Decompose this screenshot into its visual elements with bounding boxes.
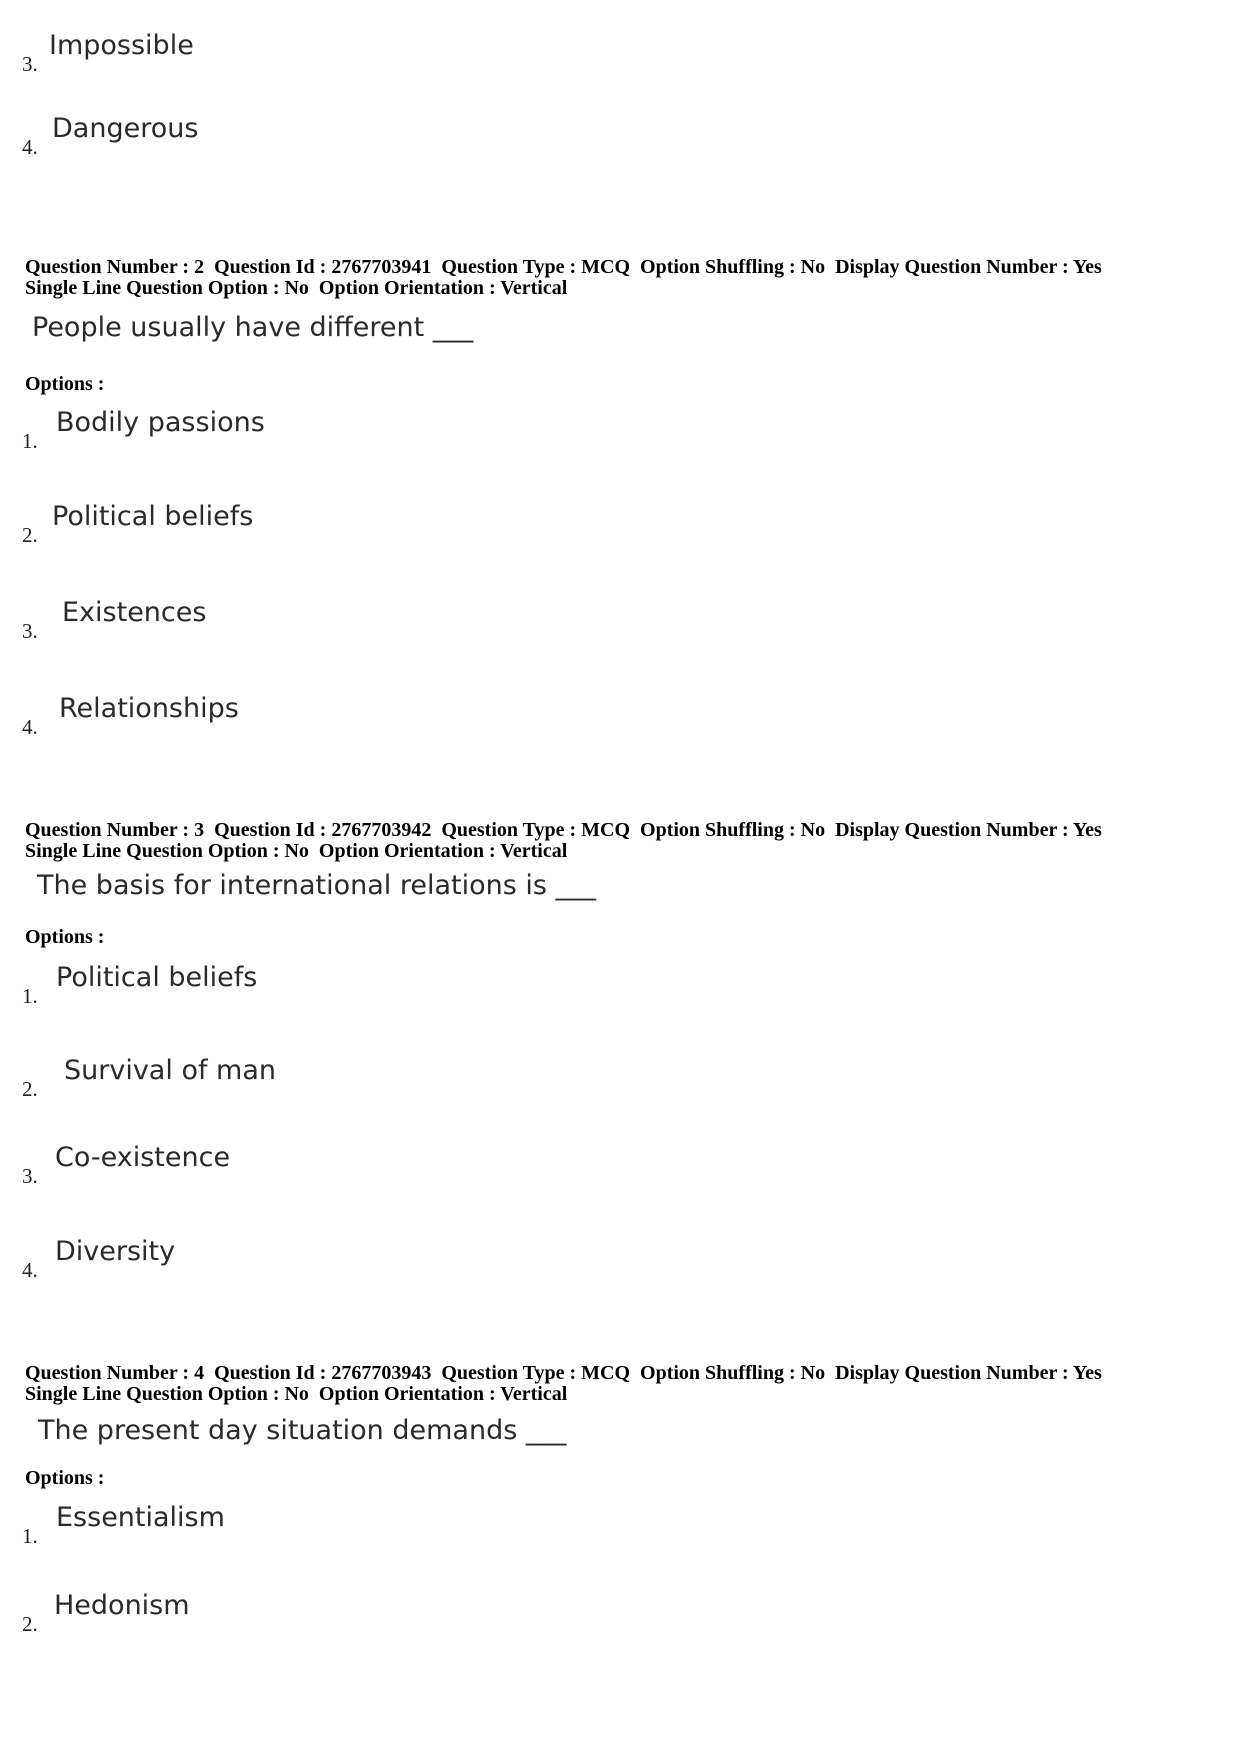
option-text: Political beliefs <box>56 962 258 993</box>
question-3-meta-line2: Single Line Question Option : No Option Orientation : Vertical <box>25 840 568 862</box>
question-2-meta-line2: Single Line Question Option : No Option Orientation : Vertical <box>25 277 568 299</box>
question-2-text: People usually have different ___ <box>32 312 474 343</box>
question-4-options-label: Options : <box>25 1467 105 1489</box>
option-text: Relationships <box>59 693 239 724</box>
option-number: 2. <box>22 1077 38 1101</box>
option-number: 1. <box>22 1524 38 1548</box>
option-text: Diversity <box>55 1236 176 1267</box>
option-text: Impossible <box>49 30 194 61</box>
question-3-text: The basis for international relations is ___ <box>37 870 597 901</box>
option-number: 2. <box>22 523 38 547</box>
option-number: 3. <box>22 1164 38 1188</box>
option-text: Survival of man <box>64 1055 277 1086</box>
option-number: 4. <box>22 135 38 159</box>
question-3-meta-line1: Question Number : 3 Question Id : 2767703942 Question Type : MCQ Option Shuffling : No Display Question Number : Yes <box>25 819 1102 841</box>
question-2-meta-line1: Question Number : 2 Question Id : 2767703941 Question Type : MCQ Option Shuffling : No Display Question Number : Yes <box>25 256 1102 278</box>
option-number: 4. <box>22 1258 38 1282</box>
question-3-options-label: Options : <box>25 926 105 948</box>
option-number: 2. <box>22 1612 38 1636</box>
option-text: Essentialism <box>56 1502 225 1533</box>
option-text: Dangerous <box>52 113 199 144</box>
option-text: Hedonism <box>54 1590 190 1621</box>
option-number: 3. <box>22 52 38 76</box>
question-4-meta-line2: Single Line Question Option : No Option Orientation : Vertical <box>25 1383 568 1405</box>
question-2-options-label: Options : <box>25 373 105 395</box>
option-number: 3. <box>22 619 38 643</box>
option-number: 4. <box>22 715 38 739</box>
option-text: Co-existence <box>55 1142 231 1173</box>
option-text: Existences <box>62 597 207 628</box>
option-number: 1. <box>22 984 38 1008</box>
question-4-meta-line1: Question Number : 4 Question Id : 2767703943 Question Type : MCQ Option Shuffling : No Display Question Number : Yes <box>25 1362 1102 1384</box>
option-text: Political beliefs <box>52 501 254 532</box>
question-4-text: The present day situation demands ___ <box>38 1415 567 1446</box>
option-number: 1. <box>22 429 38 453</box>
option-text: Bodily passions <box>56 407 265 438</box>
